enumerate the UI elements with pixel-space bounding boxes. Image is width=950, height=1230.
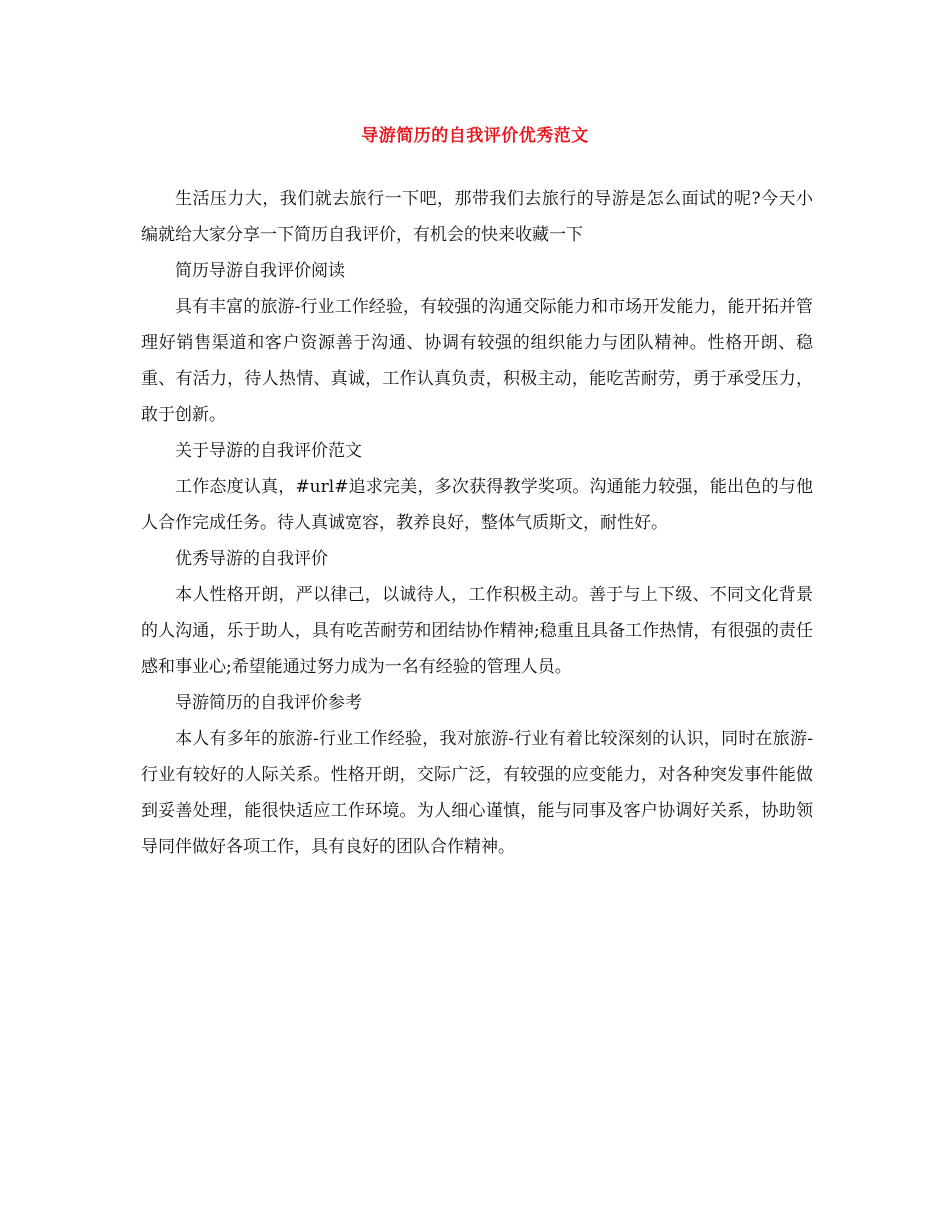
section-heading: 优秀导游的自我评价: [175, 549, 328, 569]
document-body: [141, 181, 813, 865]
intro-paragraph: 生活压力大，我们就去旅行一下吧，那带我们去旅行的导游是怎么面试的呢?今天小编就给大家分享一下简历自我评价，有机会的快来收藏一下: [141, 189, 813, 245]
body-paragraph: 本人有多年的旅游-行业工作经验，我对旅游-行业有着比较深刻的认识，同时在旅游-行业有较好的人际关系。性格开朗，交际广泛，有较强的应变能力，对各种突发事件能做到妥善处理，能很快适应工作环境。为人细心谨慎，能与同事及客户协调好关系，协助领导同伴做好各项工作，具有良好的团队合作精神。: [141, 729, 813, 857]
section-heading: 简历导游自我评价阅读: [175, 261, 345, 281]
section-heading: 关于导游的自我评价范文: [175, 441, 362, 461]
section-heading: 导游简历的自我评价参考: [175, 693, 362, 713]
body-paragraph: 工作态度认真，#url#追求完美，多次获得教学奖项。沟通能力较强，能出色的与他人合作完成任务。待人真诚宽容，教养良好，整体气质斯文，耐性好。: [141, 477, 813, 533]
body-paragraph: 具有丰富的旅游-行业工作经验，有较强的沟通交际能力和市场开发能力，能开拓并管理好销售渠道和客户资源善于沟通、协调有较强的组织能力与团队精神。性格开朗、稳重、有活力，待人热情、真诚，工作认真负责，积极主动，能吃苦耐劳，勇于承受压力，敢于创新。: [141, 297, 813, 425]
body-paragraph: 本人性格开朗，严以律己，以诚待人，工作积极主动。善于与上下级、不同文化背景的人沟通，乐于助人，具有吃苦耐劳和团结协作精神;稳重且具备工作热情，有很强的责任感和事业心;希望能通过努力成为一名有经验的管理人员。: [141, 585, 813, 677]
document-title: 导游简历的自我评价优秀范文: [361, 126, 589, 146]
